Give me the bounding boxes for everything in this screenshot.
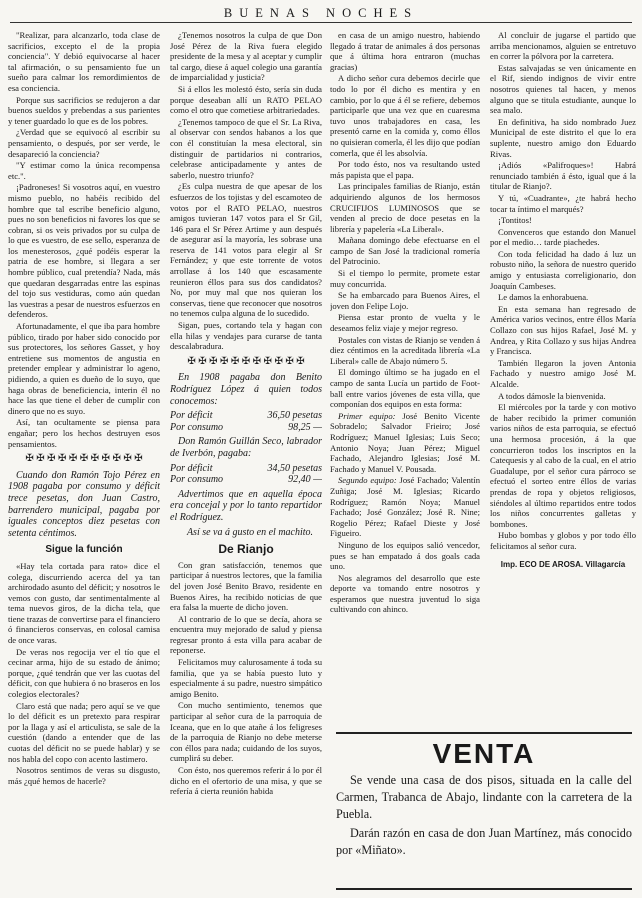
- paragraph: Nos alegramos del desarrollo que este deporte va tomando entre nosotros y esperamos que nuestra juventud lo siga cultivando con ahinco.: [330, 572, 480, 615]
- paragraph: Ninguno de los equipos salió vencedor, pues se han empatado á dos goals cada uno.: [330, 539, 480, 572]
- ad-paragraph: Se vende una casa de dos pisos, situada en la calle del Carmen, Trabanca de Abajo, lindante con la carretera de la Puebla.: [336, 773, 632, 821]
- printer-imprint: Imp. ECO DE AROSA. Villagarcía: [500, 559, 626, 569]
- paragraph: Con mucho sentimiento, tenemos que participar al señor cura de la parroquia de Iceana, que en lo que atañe á los feligreses de la parroquia de Rianjo no debe meterse con éllos para nada; cuidando de los suyos, cumplirá su deber.: [170, 700, 322, 764]
- paragraph: En esta semana han regresado de América varios vecinos, entre éllos María Collazo con sus hijos Rafael, José M. y Andrea, y Rita Collazo y sus hijas Andrea y Francisca.: [490, 303, 636, 357]
- paragraph: en casa de un amigo nuestro, habiendo llegado á tratar de animales á dos personas que á última hora entraron (muchas gracias): [330, 30, 480, 72]
- paragraph: De veras nos regocija ver el tío que el cecinar arma, hijo de su estado de ánimo; porque, ¿qué tendrán que ver las cuotas del déficit, con que hubiera ó no braseros en los colegios electorales?: [8, 646, 160, 700]
- team-list: José Benito Vicente Sobradelo; Salvador Frieiro; José Rodríguez; Manuel Iglesias; Luis Seco; Antonio Noya; Juan Pérez; Miguel Fachado, Alejandro Iglesias; José M. Fachado y Manuel V. Pousada.: [330, 410, 480, 474]
- team-paragraph: [330, 475, 480, 539]
- tax-row: [170, 463, 322, 475]
- column-3: [330, 30, 480, 730]
- paragraph: «Hay tela cortada para rato» dice el colega, discurriendo acerca del ya tan archirodado asunto del déficit; y nosotros le vemos con gusto, dar sentimentalmente al tema nuevos giros, de la dicha tela, que tiene trazas de convertirse para el financiero ó financieros conservas, en colosal camisa de once varas.: [8, 560, 160, 646]
- paragraph: Con gran satisfacción, tenemos que participar á nuestros lectores, que la familia del joven José Benito Bravo, residente en Buenos Aires, ha recibido noticias de que era falsa la muerte de dicho joven.: [170, 559, 322, 613]
- masthead-title: BUENAS NOCHES: [223, 6, 419, 20]
- paragraph: Porque sus sacrificios se redujeron a dar buenos sueldos y prebendas a sus parientes y tener guardado lo que es de los pobres.: [8, 94, 160, 126]
- team-list: José Fachado; Valentín Zuñiga; José M. Iglesias; Ricardo Rodríguez; Ramón Noya; Manuel Fachado; José González; José R. Nine; Rogelio Pérez; Rafael Dieste y José Figueiro.: [330, 475, 480, 539]
- paragraph: Al concluir de jugarse el partido que arriba mencionamos, alguien se entretuvo en correr la pólvora por la carretera.: [490, 30, 636, 62]
- tax-amount: 92,40 —: [288, 474, 322, 486]
- header-rule: [10, 22, 632, 23]
- paragraph: ¿Verdad que se equivocó al escribir su pensamiento, o después, por ser verde, le desapareció la conciencia?: [8, 127, 160, 159]
- tax-amount: 36,50 pesetas: [267, 410, 322, 422]
- paragraph: Piensa estar pronto de vuelta y le deseamos feliz viaje y mejor regreso.: [330, 312, 480, 334]
- paragraph: ¡Tontitos!: [498, 215, 532, 226]
- paragraph: Y tú, «Cuadrante», ¿te habrá hecho tocar ta íntimo el marqués?: [490, 192, 636, 214]
- tax-row: [170, 410, 322, 422]
- section-heading: Sigue la función: [45, 544, 123, 556]
- tax-amount: 98,25 —: [288, 421, 322, 433]
- ornament-divider: ✠ ✠ ✠ ✠ ✠ ✠ ✠ ✠ ✠ ✠ ✠: [187, 355, 305, 367]
- paragraph: Con ésto, nos queremos referir á lo por él dicho en el ofertorio de una misa, y que se refería á cierta reunión habida: [170, 765, 322, 797]
- paragraph: A todos dámosle la bienvenida.: [498, 390, 606, 401]
- tax-amount: 34,50 pesetas: [267, 462, 322, 474]
- paragraph: Nosotros sentimos de veras su disgusto, más ¿qué hemos de hacerle?: [8, 765, 160, 786]
- team-label: Segundo equipo:: [338, 475, 397, 486]
- paragraph: El domingo último se ha jugado en el campo de santa Lucía un partido de Foot-ball entre varios jóvenes de esta villa, que componían dos equipos en esta forma:: [330, 367, 480, 410]
- deficit-note: Así se va á gusto en el machito.: [186, 526, 314, 538]
- ad-body: [336, 772, 632, 861]
- tax-row: [170, 422, 322, 434]
- paragraph: ¡Adiós «Palifroques»! Habrá renunciado también á ésto, igual que á la titular de Rianjo?.: [490, 160, 636, 192]
- paragraph: "Y estimar como la única recompensa etc.".: [8, 160, 160, 181]
- section-heading: De Rianjo: [218, 542, 274, 557]
- paragraph: Si á ellos les molestó ésto, sería sin duda porque deseaban allí un RATO PELAO como el otro que cometiese arbitrariedades.: [170, 83, 322, 116]
- paragraph: Mañana domingo debe efectuarse en el campo de San José la tradicional romería del Patrocinio.: [330, 235, 480, 267]
- paragraph: Se ha embarcado para Buenos Aires, el joven don Felipe Lojo.: [330, 290, 480, 311]
- tax-label: Por déficit: [170, 462, 213, 474]
- paragraph: Convenceros que estando don Manuel por el medio… tarde piachedes.: [490, 226, 636, 248]
- paragraph: Le damos la enhorabuena.: [498, 292, 589, 303]
- ornament-divider: ✠ ✠ ✠ ✠ ✠ ✠ ✠ ✠ ✠ ✠ ✠: [25, 453, 143, 465]
- paragraph: ¿Tenemos tampoco de que el Sr. La Riva, al observar con sendos habanos a los que con él constituían la mesa electoral, sin distinguir de partidarios ni contrarios, celebrase anticipadamente y antes de saberlo, nuestro triunfo?: [170, 116, 322, 180]
- deficit-note: Advertimos que en aquella época era concejal y por lo tanto repartidor el Rodríguez.: [170, 488, 322, 523]
- tax-label: Por consumo: [170, 421, 224, 433]
- paragraph: Afortunadamente, el que iba para hombre público, tirado por haber sido conocido por sus protectores, los señores Gasset, y hoy entretiene sus momentos de angustia en pretender emplear y administrar lo ageno, pidiendo, a quien es dueño de lo suyo, que haga obras de beneficiencia, interin él no hace las que tiene el deber de cumplir con dinero que no es suyo.: [8, 321, 160, 416]
- column-4: [490, 30, 636, 730]
- ad-top-rule: [336, 732, 632, 734]
- paragraph: Estas salvajadas se ven únicamente en el Rif, siendo indignos de vivir entre nosotros quienes tal hacen, y menos alguno que se titula estudiante, aunque lo sea malo.: [490, 62, 636, 116]
- paragraph: Postales con vistas de Rianjo se venden á diez céntimos en la acreditada librería «La Liberal» calle de Abajo número 5.: [330, 334, 480, 366]
- paragraph: En definitiva, ha sido nombrado Juez Municipal de este distrito el que lo era suplente, nuestro amigo don Eduardo Rivas.: [490, 116, 636, 159]
- paragraph: Las principales familias de Rianjo, están adquiriendo algunos de los hermosos CRUCIFIJOS LUMINOSOS que se venden al precio de doce pesetas en la librería y papelería «La Liberal».: [330, 181, 480, 234]
- tax-label: Por déficit: [170, 410, 213, 422]
- ad-paragraph: Darán razón en casa de don Juan Martínez, más conocido por «Miñato».: [336, 826, 632, 857]
- paragraph: ¡Padroneses! Si vosotros aquí, en vuestro mismo pueblo, no habéis recibido del hombre que tal escribe beneficio alguno, pues no son beneficios ni favores los que se cobran, si os veis privados por su culpa de lo que es vuestro, de ese sello, esperanza de los menesterosos, ¿qué podéis esperar la patria de ese hombre, si llegara a ser hombre público, cual pretendía? Nada, más que quedaran desgarradas entre las espinas del tojo sus vestiduras, como aún quedan las vuestras a pesar de nuestros esfuerzos en defenderos.: [8, 182, 160, 320]
- paragraph: A dicho señor cura debemos decirle que todo lo por él dicho es mentira y en cambio, por lo que á él se refiere, debemos participarle que una vez que en cuaresma tuvo unos trabajadores en casa, les presentó carne en la comida y, como éllos no quisieran comerla, él les dijo que podían comerla, que él les absolvía.: [330, 73, 480, 158]
- paragraph: Con toda felicidad ha dado á luz un robusto niño, la señora de nuestro querido amigo y entusiasta correligionario, don Joaquín Cambeses.: [490, 248, 636, 291]
- paragraph: Hubo bombas y globos y por todo éllo felicitamos al señor cura.: [490, 530, 636, 551]
- paragraph: Claro está que nada; pero aquí se ve que lo del déficit es un pretexto para respirar por la llaga y así el articulista, se sale de la cuestión (dando a entender que de las cuotas del déficit no se puede hablar) y se nos habla del copo con acento lastimero.: [8, 700, 160, 764]
- paragraph: Así, tan ocultamente se piensa para engañar; pero los hechos destruyen esos pensamientos.: [8, 417, 160, 449]
- column-2: [170, 30, 322, 892]
- deficit-note: Don Ramón Guillán Seco, labrador de Iverbón, pagaba:: [170, 436, 322, 459]
- paragraph: Por todo ésto, nos va resultando usted más papista que el papa.: [330, 159, 480, 180]
- ad-bottom-rule: [336, 888, 632, 890]
- paragraph: El miércoles por la tarde y con motivo de haber recibido la primer comunión varios niños de esta parroquia, se efectuó una hermosa procesión, á la que concurrieron todos los inscriptos en la Catequesis y al cabo de la cual, en el atrio Guadalupe, por el señor cura párroco se efectuó el sorteo entre éllos de varias prendas de ropa y objetos religiosos, siéndoles al último repartidos entre todos los niños concurrentes galletas y bombones.: [490, 402, 636, 529]
- paragraph: Sigan, pues, cortando tela y hagan con ella hilas y vendajes para curarse de tanta descalabradura.: [170, 320, 322, 352]
- paragraph: "Realizar, para alcanzarlo, toda clase de sacrificios, excepto el de la propia conciencia". Y debió equivocarse al hacer tal afirmación, o su pensamiento fue un sueño para calmar los remordimientos de esa conciencia.: [8, 30, 160, 93]
- team-paragraph: [330, 411, 480, 475]
- paragraph: ¿Tenemos nosotros la culpa de que Don José Pérez de la Riva fuera elegido presidente de la mesa y al aceptar y cumplir tal cargo, diese á aquel colegio una garantía de imparcialidad y justicia?: [170, 30, 322, 83]
- paragraph: Si el tiempo lo permite, promete estar muy concurrida.: [330, 268, 480, 289]
- tax-label: Por consumo: [170, 474, 224, 486]
- paragraph: Al contrario de lo que se decía, ahora se encuentra muy mejorado de salud y piensa regresar pronto á esta villa para acabar de reponerse.: [170, 613, 322, 656]
- paragraph: Felicitamos muy calurosamente á toda su familia, que ya se había puesto luto y especialmente á su padre, nuestro simpático amigo Benito.: [170, 657, 322, 699]
- team-label: Primer equipo:: [338, 410, 396, 421]
- ad-title: VENTA: [432, 738, 536, 769]
- paragraph: También llegaron la joven Antonia Fachado y nuestro amigo José M. Alcalde.: [490, 357, 636, 389]
- tax-row: [170, 474, 322, 486]
- deficit-note: En 1908 pagaba don Benito Rodríguez López á quien todos conocemos:: [170, 372, 322, 407]
- deficit-note: Cuando don Ramón Tojo Pérez en 1908 pagaba por consumo y déficit trece pesetas, don Juan Castro, barrendero municipal, pagaba por iguales conceptos diez pesetas con setenta céntimos.: [8, 469, 160, 539]
- column-1: [8, 30, 160, 892]
- paragraph: ¿Es culpa nuestra de que apesar de los esfuerzos de los tojistas y del escamoteo de votos por el RATO PELAO, nuestros amigos tuvieran 147 votos para el Sr Gil, 146 para el Sr Pérez Artime y aun después de asegurar así la mayoría, les sobrase una reserva de 141 votos para elegir al Sr Fernández; y que este torrente de votos arrollase á los 140 que escasamente reunieron éllos para sus dos candidatos? No, por muy mal que nos quieran los conservas, tiene que reconocer que nosotros no tenemos culpa alguna de lo sucedido.: [170, 181, 322, 319]
